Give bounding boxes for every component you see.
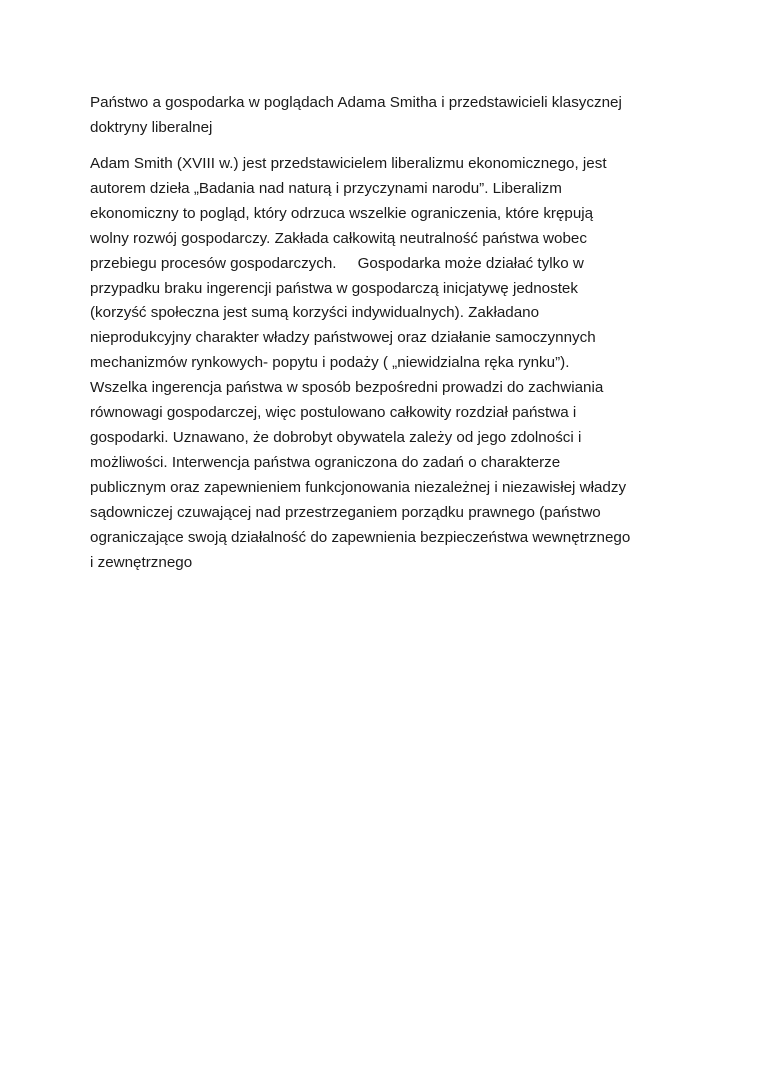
document-content bbox=[90, 90, 680, 575]
body-line: ograniczające swoją działalność do zapewnienia bezpieczeństwa wewnętrznego bbox=[90, 528, 631, 546]
body-line: wolny rozwój gospodarczy. Zakłada całkowitą neutralność państwa wobec bbox=[90, 229, 587, 247]
body-line: przebiegu procesów gospodarczych. Gospodarka może działać tylko w bbox=[90, 254, 584, 272]
body-line: równowagi gospodarczej, więc postulowano całkowity rozdział państwa i bbox=[90, 404, 577, 422]
body-line: sądowniczej czuwającej nad przestrzeganiem porządku prawnego (państwo bbox=[90, 503, 601, 521]
document-title bbox=[90, 90, 680, 140]
body-line: i zewnętrznego bbox=[90, 553, 193, 571]
body-line: Wszelka ingerencja państwa w sposób bezpośredni prowadzi do zachwiania bbox=[90, 379, 604, 397]
body-line: ekonomiczny to pogląd, który odrzuca wszelkie ograniczenia, które krępują bbox=[90, 204, 594, 222]
body-line: autorem dzieła „Badania nad naturą i przyczynami narodu”. Liberalizm bbox=[90, 179, 562, 197]
body-line: nieprodukcyjny charakter władzy państwowej oraz działanie samoczynnych bbox=[90, 329, 596, 347]
body-line: przypadku braku ingerencji państwa w gospodarczą inicjatywę jednostek bbox=[90, 279, 578, 297]
body-line: Adam Smith (XVIII w.) jest przedstawicielem liberalizmu ekonomicznego, jest bbox=[90, 155, 607, 172]
body-paragraph bbox=[90, 152, 680, 575]
body-line: publicznym oraz zapewnieniem funkcjonowania niezależnej i niezawisłej władzy bbox=[90, 478, 627, 496]
title-line: doktryny liberalnej bbox=[90, 119, 213, 136]
body-line: możliwości. Interwencja państwa ograniczona do zadań o charakterze bbox=[90, 453, 561, 471]
body-line: (korzyść społeczna jest sumą korzyści indywidualnych). Zakładano bbox=[90, 304, 540, 322]
body-line: mechanizmów rynkowych- popytu i podaży ( „niewidzialna ręka rynku”). bbox=[90, 354, 570, 372]
body-line: gospodarki. Uznawano, że dobrobyt obywatela zależy od jego zdolności i bbox=[90, 428, 582, 446]
title-line: Państwo a gospodarka w poglądach Adama Smitha i przedstawicieli klasycznej bbox=[90, 94, 622, 111]
